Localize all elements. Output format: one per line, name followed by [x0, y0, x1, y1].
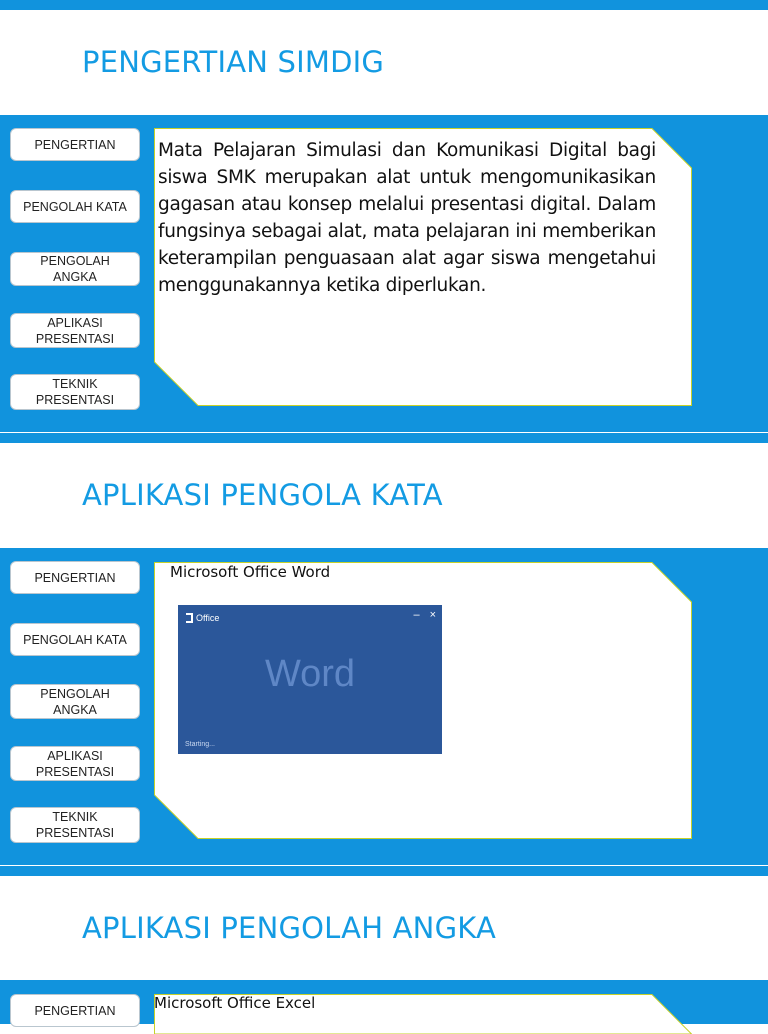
window-controls — [413, 609, 436, 621]
word-splash-title: Word — [178, 653, 442, 696]
minimize-icon: – — [413, 609, 419, 621]
slide2-top-bar — [0, 433, 768, 443]
word-splash-status: Starting... — [185, 741, 215, 748]
word-splash-screenshot — [178, 605, 442, 754]
nav-aplikasi-presentasi-1[interactable]: APLIKASI PRESENTASI — [10, 313, 140, 348]
nav-pengolah-angka-2[interactable]: PENGOLAH ANGKA — [10, 684, 140, 719]
close-icon: × — [430, 609, 436, 621]
slide1-title: PENGERTIAN SIMDIG — [82, 45, 384, 79]
slide2-title: APLIKASI PENGOLA KATA — [82, 478, 443, 512]
office-logo — [186, 613, 219, 623]
slide3-title: APLIKASI PENGOLAH ANGKA — [82, 911, 496, 945]
slide1-body-text: Mata Pelajaran Simulasi dan Komunikasi Digital bagi siswa SMK merupakan alat untuk mengomunikasikan gagasan atau konsep melalui presentasi digital. Dalam fungsinya sebagai alat, mata pelajaran ini memberikan keterampilan penguasaan alat agar siswa mengetahui menggunakannya ketika diperlukan. — [158, 137, 656, 299]
nav-teknik-presentasi-1[interactable]: TEKNIK PRESENTASI — [10, 374, 140, 410]
slide1-top-bar — [0, 0, 768, 10]
nav-pengolah-kata-2[interactable]: PENGOLAH KATA — [10, 623, 140, 656]
nav-pengertian-2[interactable]: PENGERTIAN — [10, 561, 140, 594]
nav-aplikasi-presentasi-2[interactable]: APLIKASI PRESENTASI — [10, 746, 140, 781]
nav-pengolah-angka-1[interactable]: PENGOLAH ANGKA — [10, 252, 140, 286]
nav-pengertian-3[interactable]: PENGERTIAN — [10, 994, 140, 1027]
nav-pengertian-1[interactable]: PENGERTIAN — [10, 128, 140, 161]
slide2-label: Microsoft Office Word — [170, 563, 330, 581]
office-logo-icon — [186, 613, 193, 623]
slide1-content-panel — [154, 128, 692, 406]
slide2-content-panel — [154, 562, 692, 839]
slide3-label: Microsoft Office Excel — [154, 994, 315, 1012]
office-logo-text: Office — [196, 613, 219, 623]
nav-teknik-presentasi-2[interactable]: TEKNIK PRESENTASI — [10, 807, 140, 843]
nav-pengolah-kata-1[interactable]: PENGOLAH KATA — [10, 190, 140, 223]
slide3-top-bar — [0, 866, 768, 876]
slide3-content-panel — [154, 994, 692, 1034]
